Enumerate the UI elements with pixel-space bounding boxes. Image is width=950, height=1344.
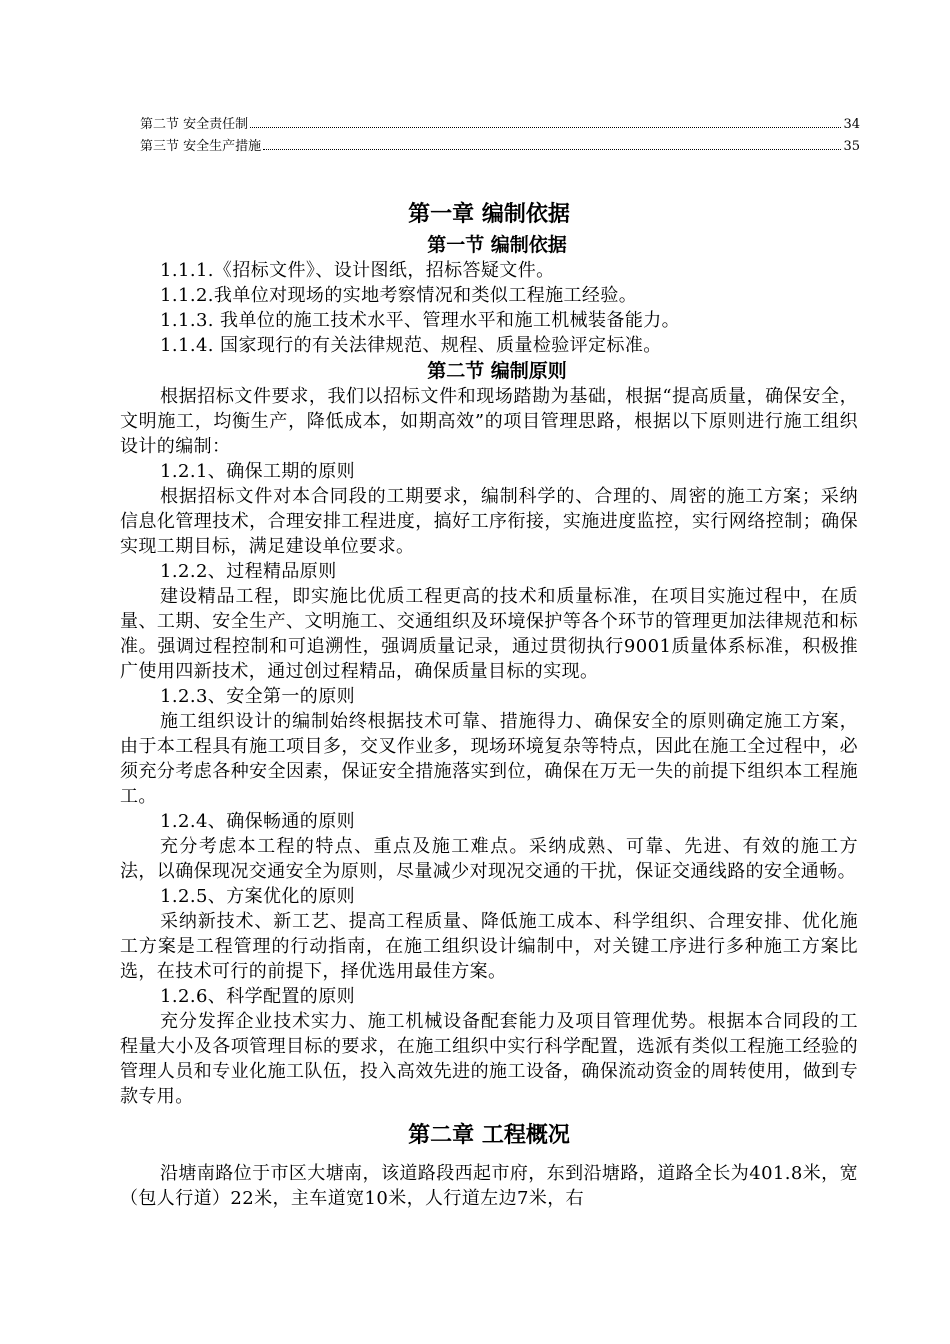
principle-heading: 1.2.2、过程精品原则 (160, 561, 337, 582)
principle-heading: 1.2.4、确保畅通的原则 (160, 811, 355, 832)
principle-heading: 1.2.6、科学配置的原则 (160, 986, 355, 1007)
toc-entry-page: 34 (843, 117, 860, 132)
basis-item: 1.1.2.我单位对现场的实地考察情况和类似工程施工经验。 (160, 285, 638, 306)
principle-text: 建设精品工程，即实施比优质工程更高的技术和质量标准，在项目实施过程中，在质量、工期、安全生产、文明施工、交通组织及环境保护等各个环节的管理更加法律规范和标准。强调过程控制和可追溯性，强调质量记录，通过贯彻执行9001质量体系标准，积极推广使用四新技术，通过创过程精品，确保质量目标的实现。 (120, 586, 858, 682)
toc-entry-page: 35 (843, 139, 860, 154)
toc-entry-label: 第三节 安全生产措施 (140, 139, 262, 154)
principles-intro: 根据招标文件要求，我们以招标文件和现场踏勘为基础，根据“提高质量，确保安全，文明施工，均衡生产，降低成本，如期高效”的项目管理思路，根据以下原则进行施工组织设计的编制： (120, 386, 858, 457)
principle-text: 充分考虑本工程的特点、重点及施工难点。采纳成熟、可靠、先进、有效的施工方法，以确保现况交通安全为原则，尽量减少对现况交通的干扰，保证交通线路的安全通畅。 (120, 836, 858, 882)
section-1-title: 第一节 编制依据 (427, 234, 567, 256)
toc-entry[interactable] (140, 116, 860, 138)
principle-text: 施工组织设计的编制始终根据技术可靠、措施得力、确保安全的原则确定施工方案，由于本工程具有施工项目多，交叉作业多，现场环境复杂等特点，因此在施工全过程中，必须充分考虑各种安全因素，保证安全措施落实到位，确保在万无一失的前提下组织本工程施工。 (120, 711, 858, 807)
principle-heading: 1.2.3、安全第一的原则 (160, 686, 355, 707)
principle-heading: 1.2.1、确保工期的原则 (160, 461, 355, 482)
toc-entry-label: 第二节 安全责任制 (140, 117, 249, 132)
chapter-1-title: 第一章 编制依据 (408, 201, 570, 227)
basis-item: 1.1.3. 我单位的施工技术水平、管理水平和施工机械装备能力。 (160, 310, 681, 331)
principle-text: 采纳新技术、新工艺、提高工程质量、降低施工成本、科学组织、合理安排、优化施工方案是工程管理的行动指南，在施工组织设计编制中，对关键工序进行多种施工方案比选，在技术可行的前提下，择优选用最佳方案。 (120, 911, 858, 982)
basis-item: 1.1.1.《招标文件》、设计图纸，招标答疑文件。 (160, 260, 555, 281)
table-of-contents (140, 116, 860, 160)
section-2-title: 第二节 编制原则 (427, 360, 567, 382)
principle-text: 根据招标文件对本合同段的工期要求，编制科学的、合理的、周密的施工方案；采纳信息化管理技术，合理安排工程进度，搞好工序衔接，实施进度监控，实行网络控制；确保实现工期目标，满足建设单位要求。 (120, 486, 858, 557)
principle-heading: 1.2.5、方案优化的原则 (160, 886, 355, 907)
toc-leader-dots (250, 126, 841, 128)
toc-entry[interactable] (140, 138, 860, 160)
document-body (120, 196, 858, 1211)
chapter-2-title: 第二章 工程概况 (408, 1122, 570, 1148)
toc-leader-dots (263, 148, 841, 150)
project-overview-text: 沿塘南路位于市区大塘南，该道路段西起市府，东到沿塘路，道路全长为401.8米，宽（包人行道）22米，主车道宽10米，人行道左边7米，右 (120, 1163, 858, 1209)
principle-text: 充分发挥企业技术实力、施工机械设备配套能力及项目管理优势。根据本合同段的工程量大小及各项管理目标的要求，在施工组织中实行科学配置，选派有类似工程施工经验的管理人员和专业化施工队伍，投入高效先进的施工设备，确保流动资金的周转使用，做到专款专用。 (120, 1011, 858, 1107)
basis-item: 1.1.4. 国家现行的有关法律规范、规程、质量检验评定标准。 (160, 335, 662, 356)
